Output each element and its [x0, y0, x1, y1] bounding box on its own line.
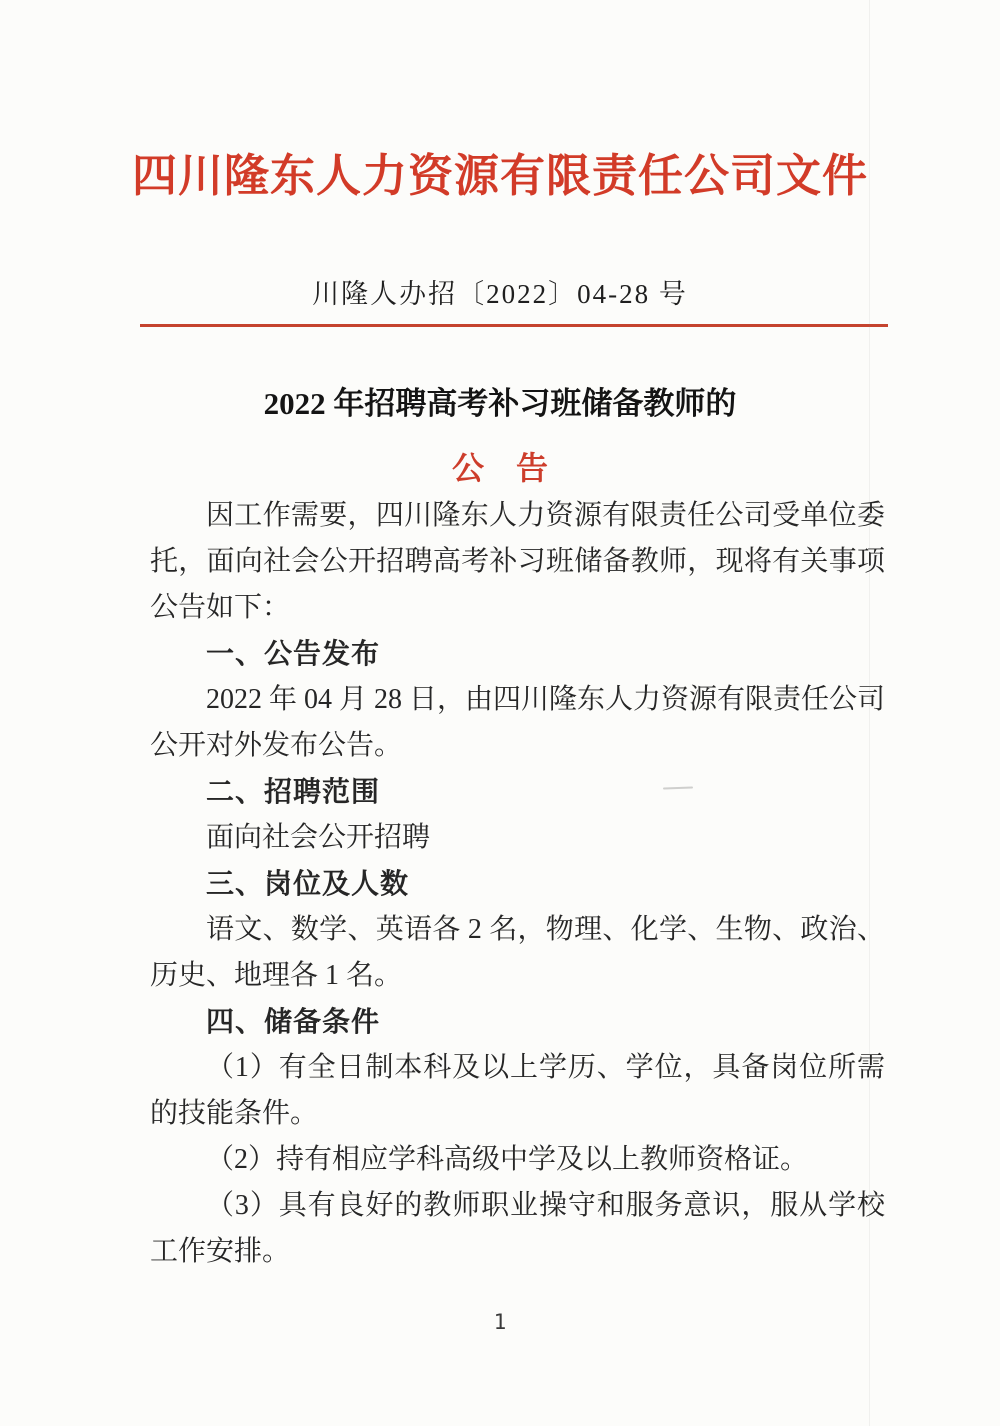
intro-paragraph: 因工作需要，四川隆东人力资源有限责任公司受单位委托，面向社会公开招聘高考补习班储备教师，现将有关事项公告如下： [150, 500, 885, 623]
notice-subtitle: 公 告 [451, 450, 548, 486]
section-1-heading: 一、公告发布 [206, 638, 381, 669]
section-4-paragraph-2: （2）持有相应学科高级中学及以上教师资格证。 [206, 1144, 809, 1175]
section-2-paragraph-1: 面向社会公开招聘 [206, 822, 431, 853]
notice-title: 2022 年招聘高考补习班储备教师的 [263, 386, 737, 421]
section-1-paragraph-1: 2022 年 04 月 28 日，由四川隆东人力资源有限责任公司公开对外发布公告。 [150, 684, 886, 761]
section-4-paragraph-3: （3）具有良好的教师职业操守和服务意识，服从学校工作安排。 [150, 1190, 885, 1267]
document-body [150, 493, 885, 1275]
section-4-heading: 四、储备条件 [206, 1006, 381, 1037]
doc-number: 川隆人办招〔2022〕04-28 号 [312, 279, 688, 309]
section-4-paragraph-1: （1）有全日制本科及以上学历、学位，具备岗位所需的技能条件。 [150, 1052, 885, 1129]
section-2-heading: 二、招聘范围 [206, 776, 381, 807]
section-3-heading: 三、岗位及人数 [206, 868, 410, 899]
page-number: 1 [493, 1310, 507, 1334]
red-divider-rule [140, 324, 888, 327]
org-title: 四川隆东人力资源有限责任公司文件 [131, 151, 868, 201]
section-3-paragraph-1: 语文、数学、英语各 2 名，物理、化学、生物、政治、历史、地理各 1 名。 [150, 914, 885, 991]
